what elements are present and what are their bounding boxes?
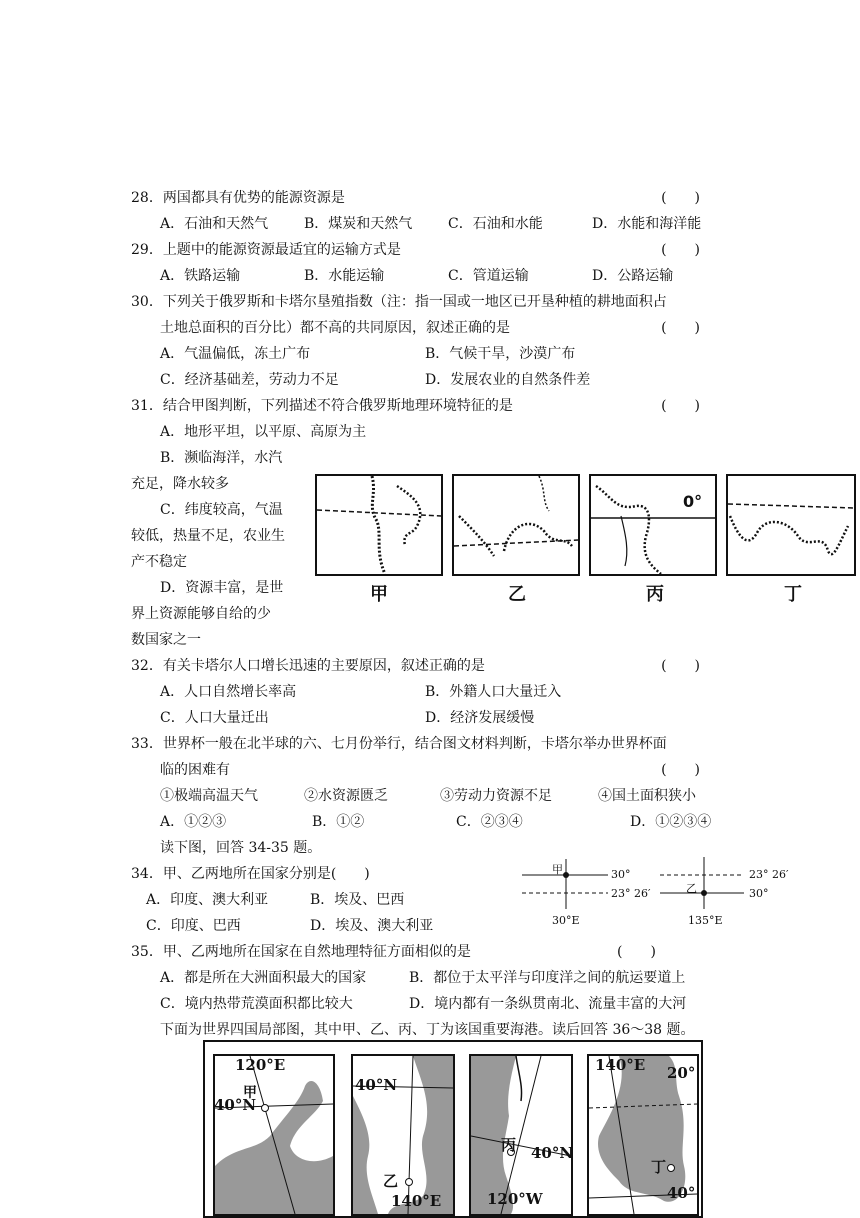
- q35-option-b: B．都位于太平洋与印度洋之间的航运要道上: [409, 970, 686, 986]
- q31-stem: 31．结合甲图判断，下列描述不符合俄罗斯地理环境特征的是: [131, 398, 513, 414]
- q31-option-c-line1: C．纬度较高，气温: [160, 502, 283, 518]
- map2-port-label: 乙: [383, 1172, 399, 1190]
- q28-option-d: D．水能和海洋能: [592, 216, 702, 232]
- q30-option-b: B．气候干旱，沙漠广布: [425, 346, 576, 362]
- diagram-point-yi: 乙: [686, 882, 697, 895]
- q35-option-c: C．境内热带荒漠面积都比较大: [160, 996, 353, 1012]
- diagram-lon-135e: 135°E: [688, 914, 723, 927]
- q28-paren: ( ): [661, 190, 700, 206]
- map3-port-label: 丙: [501, 1136, 517, 1154]
- q32-option-b: B．外籍人口大量迁入: [425, 684, 562, 700]
- map4-lat20-label: 20°: [667, 1064, 696, 1082]
- map-panel-bing: [589, 474, 717, 576]
- q31-option-d-line3: 数国家之一: [131, 632, 201, 648]
- q31-option-c-line3: 产不稳定: [131, 554, 187, 570]
- diagram-lon-30e: 30°E: [552, 914, 580, 927]
- q31-option-c-line2: 较低，热量不足，农业生: [131, 528, 285, 544]
- q32-paren: ( ): [661, 658, 700, 674]
- map-label-jia: 甲: [370, 584, 388, 605]
- map3-lon-label: 120°W: [487, 1190, 543, 1208]
- q28-option-a: A．石油和天然气: [160, 216, 269, 232]
- q32-stem: 32．有关卡塔尔人口增长迅速的主要原因，叙述正确的是: [131, 658, 485, 674]
- map4-lat40-label: 40°: [667, 1184, 696, 1202]
- q35-stem: 35．甲、乙两地所在国家在自然地理特征方面相似的是: [131, 944, 471, 960]
- coastline-map-ding: [728, 476, 854, 574]
- q31-option-b-line1: B．濒临海洋，水汽: [160, 450, 283, 466]
- map3-lat-label: 40°N: [531, 1144, 574, 1162]
- q33-option-b: B．①②: [312, 814, 365, 830]
- q32-option-c: C．人口大量迁出: [160, 710, 269, 726]
- intro-36-38: 下面为世界四国局部图，其中甲、乙、丙、丁为该国重要海港。读后回答 36～38 题。: [160, 1022, 695, 1038]
- map-label-ding: 丁: [784, 584, 802, 605]
- map-label-bing: 丙: [646, 584, 664, 605]
- q29-option-d: D．公路运输: [592, 268, 674, 284]
- map2-lon-label: 140°E: [391, 1192, 442, 1210]
- map-panel-ding: [726, 474, 856, 576]
- q33-paren: ( ): [661, 762, 700, 778]
- map-label-yi: 乙: [508, 584, 526, 605]
- q35-option-d: D．境内都有一条纵贯南北、流量丰富的大河: [409, 996, 687, 1012]
- q33-item-4: ④国土面积狭小: [598, 788, 696, 804]
- q29-option-a: A．铁路运输: [160, 268, 241, 284]
- map1-port-label: 甲: [243, 1085, 257, 1101]
- q33-option-c: C．②③④: [456, 814, 523, 830]
- q31-option-d-line2: 界上资源能够自给的少: [131, 606, 271, 622]
- read-34-35: 读下图，回答 34-35 题。: [160, 840, 322, 856]
- q28-option-c: C．石油和水能: [448, 216, 543, 232]
- q33-stem-line1: 33．世界杯一般在北半球的六、七月份举行，结合图文材料判断，卡塔尔举办世界杯面: [131, 736, 667, 752]
- q34-stem: 34．甲、乙两地所在国家分别是( ): [131, 866, 370, 882]
- q31-option-b-line2: 充足，降水较多: [131, 476, 229, 492]
- q34-option-b: B．埃及、巴西: [310, 892, 405, 908]
- map4-lon-label: 140°E: [595, 1056, 646, 1074]
- coastline-map-jia: [317, 476, 441, 574]
- q31-option-d-line1: D．资源丰富，是世: [160, 580, 284, 596]
- coastline-map-bing: [591, 476, 715, 574]
- q30-option-a: A．气温偏低，冻土广布: [160, 346, 311, 362]
- q29-option-b: B．水能运输: [304, 268, 385, 284]
- q28-stem: 28．两国都具有优势的能源资源是: [131, 190, 345, 206]
- diagram-lat-tropic: 23° 26′: [611, 887, 651, 900]
- q31-paren: ( ): [661, 398, 700, 414]
- q31-option-a: A．地形平坦，以平原、高原为主: [160, 424, 367, 440]
- diagram-right-lat-30: 30°: [749, 887, 769, 900]
- q29-stem: 29．上题中的能源资源最适宜的运输方式是: [131, 242, 401, 258]
- q29-option-c: C．管道运输: [448, 268, 529, 284]
- q33-option-d: D．①②③④: [630, 814, 712, 830]
- diagram-point-jia: 甲: [552, 863, 563, 876]
- diagram-right-lat-tropic: 23° 26′: [749, 868, 789, 881]
- country-map-1: [213, 1054, 335, 1216]
- q35-paren: ( ): [617, 944, 656, 960]
- q33-option-a: A．①②③: [160, 814, 227, 830]
- q32-option-d: D．经济发展缓慢: [425, 710, 535, 726]
- map2-lat-label: 40°N: [355, 1076, 398, 1094]
- map-panel-yi: [452, 474, 580, 576]
- map-panel-jia: [315, 474, 443, 576]
- q32-option-a: A．人口自然增长率高: [160, 684, 297, 700]
- map4-port-label: 丁: [651, 1158, 667, 1176]
- q30-stem-line1: 30．下列关于俄罗斯和卡塔尔垦殖指数（注：指一国或一地区已开垦种植的耕地面积占: [131, 294, 667, 310]
- q28-option-b: B．煤炭和天然气: [304, 216, 413, 232]
- q34-option-d: D．埃及、澳大利亚: [310, 918, 434, 934]
- q35-option-a: A．都是所在大洲面积最大的国家: [160, 970, 367, 986]
- map1-lon-label: 120°E: [235, 1056, 286, 1074]
- q33-item-3: ③劳动力资源不足: [440, 788, 552, 804]
- q29-paren: ( ): [661, 242, 700, 258]
- q30-stem-line2: 土地总面积的百分比）都不高的共同原因，叙述正确的是: [160, 320, 510, 336]
- map1-lat-label: 40°N: [214, 1096, 257, 1114]
- q33-item-2: ②水资源匮乏: [304, 788, 388, 804]
- q33-stem-line2: 临的困难有: [160, 762, 230, 778]
- q34-option-a: A．印度、澳大利亚: [146, 892, 269, 908]
- q34-option-c: C．印度、巴西: [146, 918, 241, 934]
- coastline-map-yi: [454, 476, 578, 574]
- q30-option-c: C．经济基础差，劳动力不足: [160, 372, 339, 388]
- q30-paren: ( ): [661, 320, 700, 336]
- q30-option-d: D．发展农业的自然条件差: [425, 372, 591, 388]
- coastline-map-1: [215, 1056, 333, 1214]
- four-country-figure: [203, 1040, 703, 1218]
- equator-label: 0°: [683, 492, 703, 511]
- diagram-lat-30: 30°: [611, 868, 631, 881]
- q33-item-1: ①极端高温天气: [160, 788, 258, 804]
